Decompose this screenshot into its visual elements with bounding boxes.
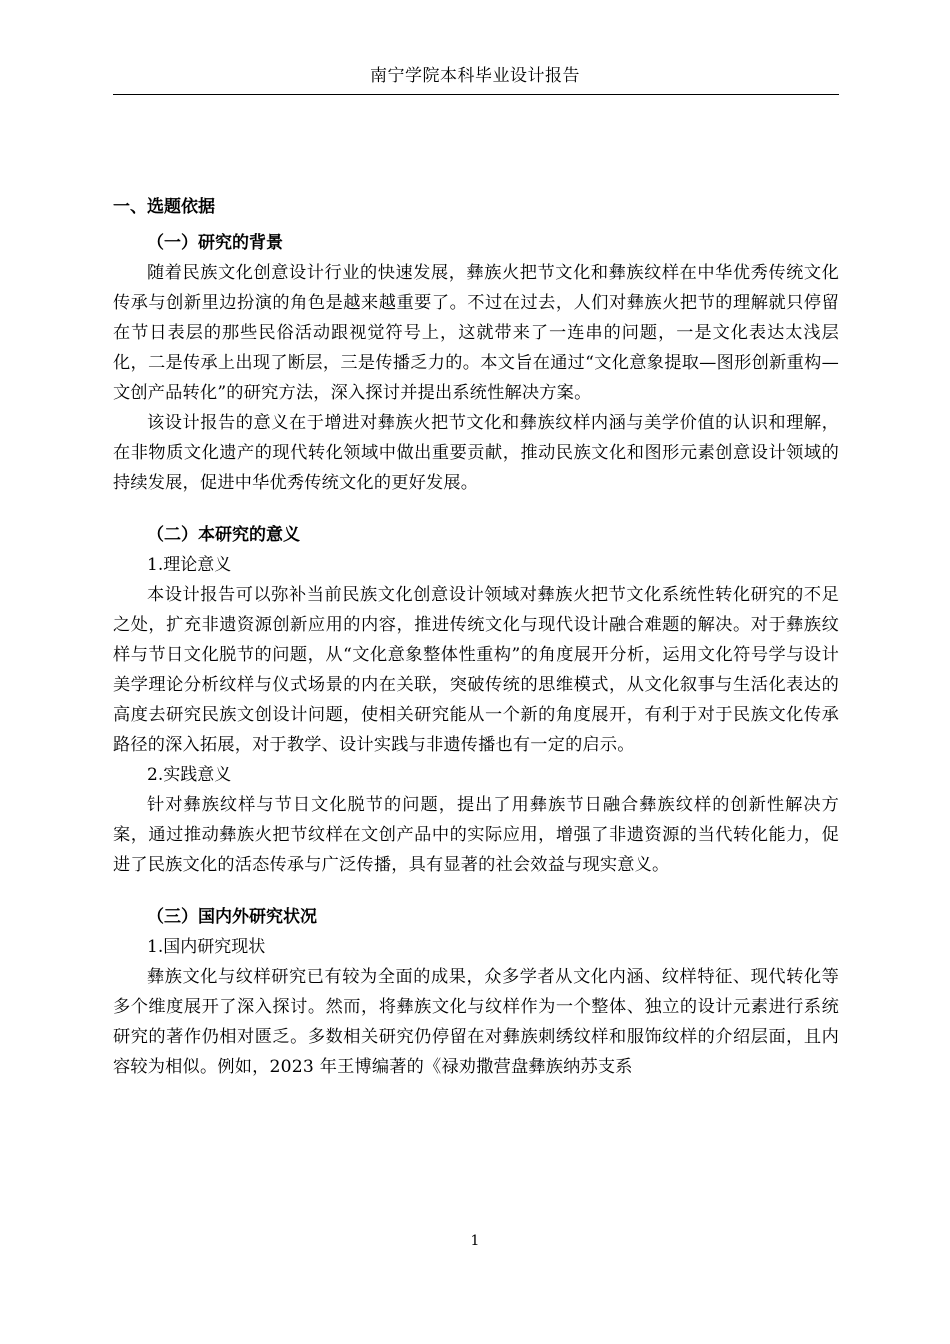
paragraph-background-2: 该设计报告的意义在于增进对彝族火把节文化和彝族纹样内涵与美学价值的认识和理解，在非物质文化遗产的现代转化领域中做出重要贡献，推动民族文化和图形元素创意设计领域的持续发展，促进中华优秀传统文化的更好发展。 — [113, 413, 839, 493]
subheading-theory: 1.理论意义 — [147, 555, 232, 575]
page-number: 1 — [470, 1233, 480, 1249]
spacer — [113, 498, 839, 520]
paragraph-theory: 本设计报告可以弥补当前民族文化创意设计领域对彝族火把节文化系统性转化研究的不足之处，扩充非遗资源创新应用的内容，推进传统文化与现代设计融合难题的解决。对于彝族纹样与节日文化脱节的问题，从“文化意象整体性重构”的角度展开分析，运用文化符号学与设计美学理论分析纹样与仪式场景的内在关联，突破传统的思维模式，从文化叙事与生活化表达的高度去研究民族文创设计问题，使相关研究能从一个新的角度展开，有利于对于民族文化传承路径的深入拓展，对于教学、设计实践与非遗传播也有一定的启示。 — [113, 585, 839, 755]
page-header: 南宁学院本科毕业设计报告 — [370, 66, 580, 86]
header-rule — [113, 94, 839, 95]
subsection-heading-significance: （二）本研究的意义 — [147, 525, 300, 545]
section-heading-selection-basis: 一、选题依据 — [113, 197, 215, 217]
subsection-heading-background: （一）研究的背景 — [147, 233, 283, 253]
paragraph-domestic: 彝族文化与纹样研究已有较为全面的成果，众多学者从文化内涵、纹样特征、现代转化等多个维度展开了深入探讨。然而，将彝族文化与纹样作为一个整体、独立的设计元素进行系统研究的著作仍相对匮乏。多数相关研究仍停留在对彝族刺绣纹样和服饰纹样的介绍层面，且内容较为相似。例如，2023 年王博编著的《禄劝撒营盘彝族纳苏支系 — [113, 967, 839, 1077]
paragraph-background-1: 随着民族文化创意设计行业的快速发展，彝族火把节文化和彝族纹样在中华优秀传统文化传承与创新里边扮演的角色是越来越重要了。不过在过去，人们对彝族火把节的理解就只停留在节日表层的那些民俗活动跟视觉符号上，这就带来了一连串的问题，一是文化表达太浅层化，二是传承上出现了断层，三是传播乏力的。本文旨在通过“文化意象提取—图形创新重构—文创产品转化”的研究方法，深入探讨并提出系统性解决方案。 — [113, 263, 839, 403]
spacer — [113, 880, 839, 902]
subheading-domestic: 1.国内研究现状 — [147, 937, 266, 957]
subsection-heading-research-status: （三）国内外研究状况 — [147, 907, 317, 927]
paragraph-practice: 针对彝族纹样与节日文化脱节的问题，提出了用彝族节日融合彝族纹样的创新性解决方案，通过推动彝族火把节纹样在文创产品中的实际应用，增强了非遗资源的当代转化能力，促进了民族文化的活态传承与广泛传播，具有显著的社会效益与现实意义。 — [113, 795, 839, 875]
subheading-practice: 2.实践意义 — [147, 765, 232, 785]
report-body — [113, 192, 839, 1082]
